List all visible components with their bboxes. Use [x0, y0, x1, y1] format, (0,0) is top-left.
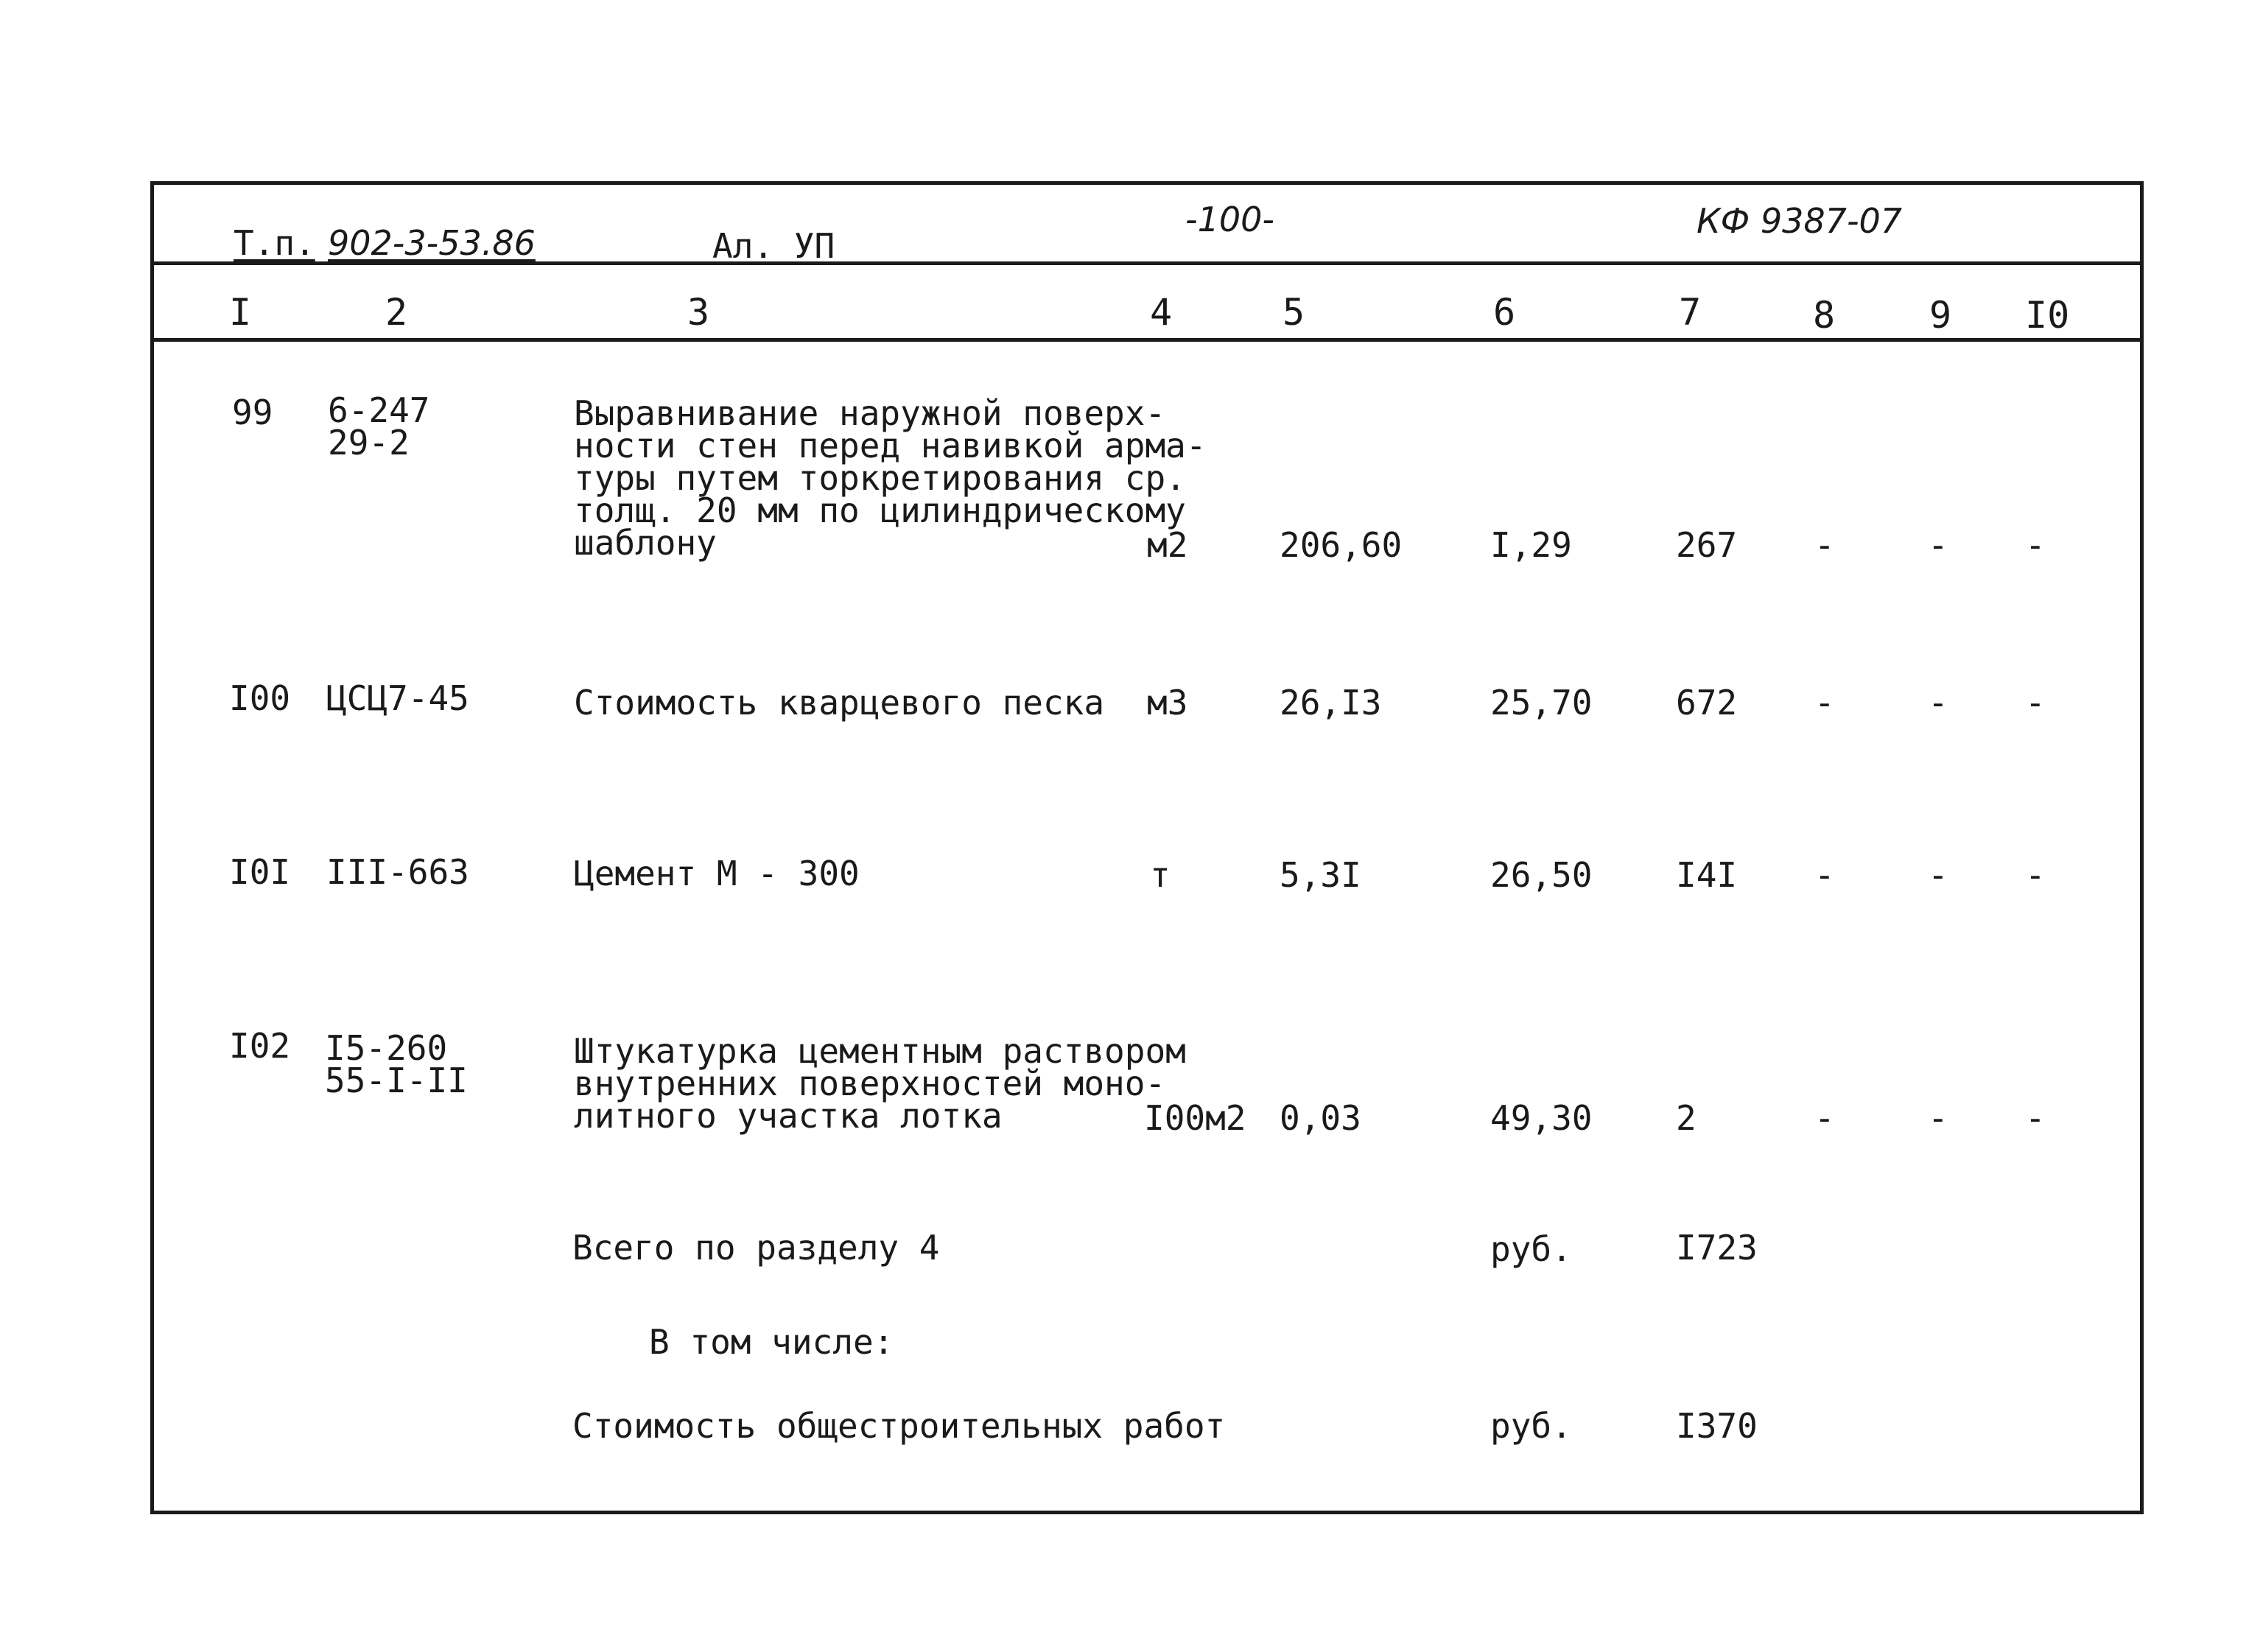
row-col9: - [1928, 855, 1948, 895]
row-col10: - [2025, 1098, 2046, 1138]
project-prefix: Т.п. [234, 223, 315, 263]
row-number: I00 [229, 678, 291, 718]
row-col9: - [1928, 683, 1948, 723]
header-divider [154, 261, 2140, 265]
row-description-line: внутренних поверхностей моно- [574, 1064, 1166, 1103]
row-col8: - [1814, 683, 1835, 723]
col-header-10: I0 [2025, 294, 2070, 337]
section-total-label: Всего по разделу 4 [572, 1228, 940, 1268]
row-unit-price: 26,50 [1490, 855, 1593, 895]
row-col10: - [2025, 525, 2046, 565]
row-total-cost: 672 [1676, 683, 1738, 723]
document-sheet [150, 181, 2144, 1514]
col-header-3: 3 [687, 291, 710, 334]
general-construction-label: Стоимость общестроительных работ [572, 1406, 1226, 1446]
row-unit: т [1150, 855, 1171, 895]
row-col9: - [1928, 525, 1948, 565]
col-header-5: 5 [1283, 291, 1305, 334]
col-header-1: I [229, 291, 252, 334]
project-code: 902-3-53.86 [328, 223, 536, 263]
including-label: В том числе: [649, 1322, 894, 1362]
section-total-unit: руб. [1490, 1229, 1572, 1269]
row-description-line: литного участка лотка [574, 1096, 1003, 1136]
row-code-line: 29-2 [328, 423, 410, 463]
row-col8: - [1814, 525, 1835, 565]
row-quantity: 0,03 [1280, 1098, 1361, 1138]
row-col8: - [1814, 1098, 1835, 1138]
col-header-8: 8 [1813, 294, 1836, 337]
row-unit-price: I,29 [1490, 525, 1572, 565]
document-code: КФ 9387-07 [1697, 201, 1903, 241]
col-header-7: 7 [1679, 291, 1702, 334]
col-header-6: 6 [1493, 291, 1516, 334]
row-code-line: I5-260 [325, 1028, 448, 1068]
row-quantity: 26,I3 [1280, 683, 1382, 723]
row-col10: - [2025, 855, 2046, 895]
general-construction-unit: руб. [1490, 1406, 1572, 1446]
row-description-line: Штукатурка цементным раствором [574, 1031, 1186, 1071]
row-total-cost: 2 [1676, 1098, 1697, 1138]
row-description-line: толщ. 20 мм по цилиндрическому [574, 491, 1186, 530]
general-construction-value: I370 [1676, 1406, 1758, 1446]
column-header-divider [154, 338, 2140, 342]
row-description-line: ности стен перед навивкой арма- [574, 426, 1207, 465]
col-header-9: 9 [1929, 294, 1952, 337]
row-number: I0I [229, 852, 291, 892]
row-description-line: Стоимость кварцевого песка [574, 683, 1105, 723]
row-total-cost: I4I [1676, 855, 1738, 895]
row-description-line: Выравнивание наружной поверх- [574, 393, 1166, 433]
section-total-value: I723 [1676, 1228, 1758, 1268]
row-code-line: 55-I-II [325, 1061, 468, 1100]
row-code-line: III-663 [326, 852, 469, 892]
col-header-2: 2 [385, 291, 408, 334]
row-col10: - [2025, 683, 2046, 723]
album-label: Ал. УП [712, 226, 835, 266]
row-quantity: 5,3I [1280, 855, 1361, 895]
row-col8: - [1814, 855, 1835, 895]
page-number: -100- [1185, 200, 1274, 239]
row-col9: - [1928, 1098, 1948, 1138]
row-code-line: 6-247 [328, 390, 430, 430]
row-code-line: ЦСЦ7-45 [326, 678, 469, 718]
row-description-line: шаблону [574, 523, 717, 563]
row-description-line: Цемент М - 300 [574, 854, 860, 893]
row-number: I02 [229, 1026, 291, 1066]
row-unit: м2 [1147, 525, 1188, 565]
row-number: 99 [232, 393, 273, 432]
row-unit-price: 25,70 [1490, 683, 1593, 723]
col-header-4: 4 [1150, 291, 1173, 334]
row-quantity: 206,60 [1280, 525, 1403, 565]
row-unit: м3 [1147, 683, 1188, 723]
row-unit: I00м2 [1144, 1098, 1246, 1138]
row-description-line: туры путем торкретирования ср. [574, 458, 1186, 498]
row-unit-price: 49,30 [1490, 1098, 1593, 1138]
row-total-cost: 267 [1676, 525, 1738, 565]
